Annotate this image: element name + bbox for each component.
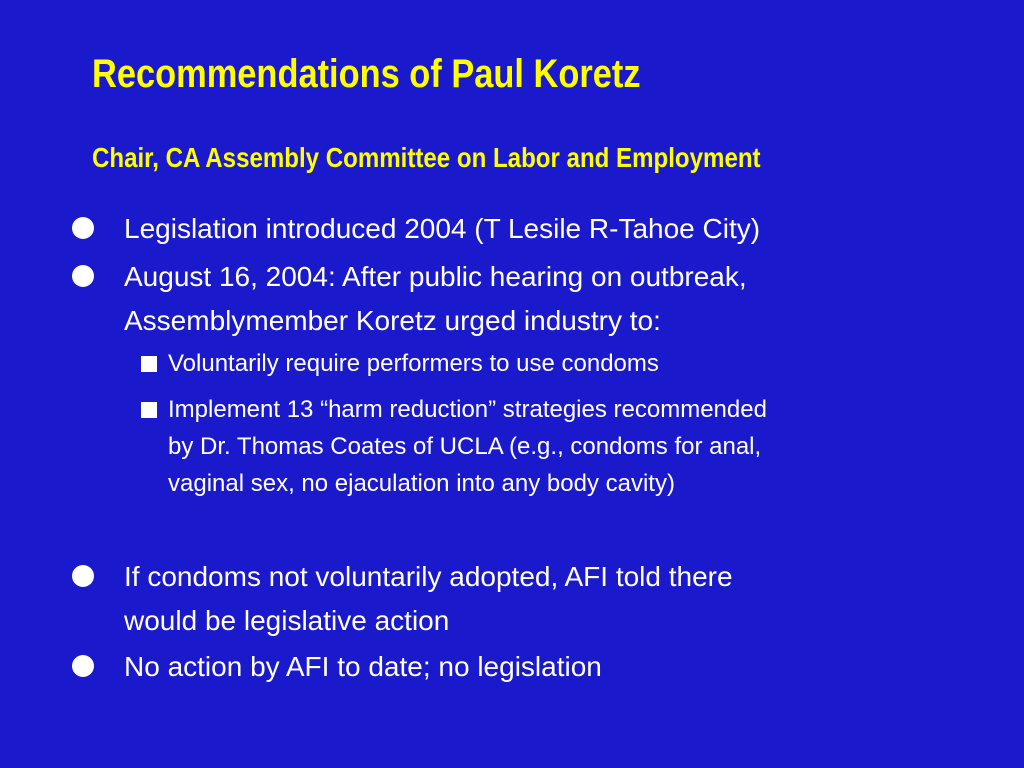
sub-bullet-text: Voluntarily require performers to use condoms: [168, 350, 659, 377]
sub-bullet-text: Implement 13 “harm reduction” strategies recommended by Dr. Thomas Coates of UCLA (e.g., condoms for anal, vaginal sex, no ejaculation into any body cavity): [168, 396, 767, 497]
bullet-square-icon: [141, 402, 157, 418]
slide-title: Recommendations of Paul Koretz: [92, 52, 641, 96]
bullet-text: No action by AFI to date; no legislation: [124, 651, 602, 682]
bullet-text: Legislation introduced 2004 (T Lesile R-Tahoe City): [124, 213, 761, 244]
bullet-dot-icon: [72, 565, 94, 587]
slide-subtitle: Chair, CA Assembly Committee on Labor and Employment: [92, 142, 761, 173]
bullet-dot-icon: [72, 265, 94, 287]
bullet-square-icon: [141, 356, 157, 372]
bullet-text: If condoms not voluntarily adopted, AFI told there would be legislative action: [124, 561, 733, 636]
bullet-text: August 16, 2004: After public hearing on outbreak, Assemblymember Koretz urged industry to:: [124, 261, 747, 336]
bullet-dot-icon: [72, 217, 94, 239]
bullet-dot-icon: [72, 655, 94, 677]
